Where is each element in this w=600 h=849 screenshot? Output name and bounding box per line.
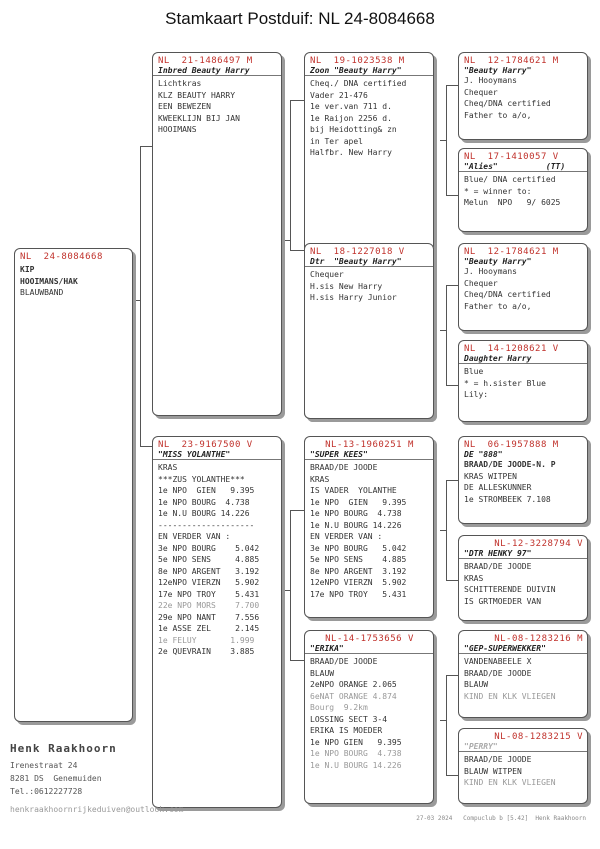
detail-line: Father to a/o, bbox=[464, 110, 532, 120]
pigeon-card-dam-sire bbox=[304, 436, 434, 618]
detail-line: Vader 21-476 bbox=[310, 90, 368, 100]
detail-line: 1e NPO BOURG 4.738 bbox=[310, 749, 402, 758]
detail-line: 17e NPO TROY 5.431 bbox=[158, 589, 260, 599]
detail-line: KIP bbox=[20, 265, 35, 274]
ring-number: NL-08-1283215 V bbox=[494, 732, 583, 742]
connector-line bbox=[290, 100, 304, 101]
detail-line: Chequer bbox=[464, 278, 498, 288]
detail-line: 22e NPO MORS 7.700 bbox=[158, 601, 260, 610]
connector-line bbox=[446, 675, 458, 676]
connector-line bbox=[446, 775, 458, 776]
detail-line: 1e Raijon 2256 d. bbox=[310, 113, 392, 123]
ring-number: NL 23-9167500 V bbox=[158, 440, 253, 450]
connector-line bbox=[140, 146, 152, 147]
owner-street: Irenestraat 24 bbox=[10, 761, 78, 770]
owner-phone: Tel.:0612227728 bbox=[10, 787, 83, 796]
pigeon-card-dds bbox=[458, 630, 588, 718]
detail-line: 1e STROMBEEK 7.108 bbox=[464, 494, 551, 504]
connector-line bbox=[440, 140, 446, 141]
detail-line: H.sis New Harry bbox=[310, 281, 383, 291]
ring-number: NL-14-1753656 V bbox=[325, 634, 414, 644]
detail-line: EN VERDER VAN : bbox=[158, 532, 231, 541]
detail-line: Lily: bbox=[464, 390, 489, 399]
ring-number: NL-12-3228794 V bbox=[494, 539, 583, 549]
pigeon-card-sdd bbox=[458, 340, 588, 422]
page-title: Stamkaart Postduif: NL 24-8084668 bbox=[165, 9, 435, 28]
detail-line: 5e NPO SENS 4.885 bbox=[158, 555, 260, 564]
detail-line: SCHITTERENDE DUIVIN bbox=[464, 585, 556, 594]
pigeon-name: "Beauty Harry" bbox=[464, 66, 532, 75]
detail-line: 12eNPO VIERZN 5.902 bbox=[158, 578, 260, 587]
detail-line: LOSSING SECT 3-4 bbox=[310, 714, 388, 724]
ring-number: NL 17-1410057 V bbox=[464, 152, 559, 162]
detail-line: BLAUW bbox=[464, 680, 489, 689]
connector-line bbox=[283, 590, 290, 591]
ring-number: NL-08-1283216 M bbox=[494, 634, 583, 644]
detail-line: 29e NPO NANT 7.556 bbox=[158, 612, 260, 622]
ring-number: NL-13-1960251 M bbox=[325, 440, 414, 450]
detail-line: HOOIMANS bbox=[158, 125, 197, 134]
detail-line: KWEEKLIJN BIJ JAN bbox=[158, 113, 240, 123]
pigeon-name: Dtr "Beauty Harry" bbox=[310, 257, 402, 266]
ring-number: NL 12-1784621 M bbox=[464, 56, 559, 66]
ring-number: NL 18-1227018 V bbox=[310, 247, 405, 257]
detail-line: KRAS bbox=[310, 474, 330, 484]
ring-number: NL 06-1957888 M bbox=[464, 440, 559, 450]
detail-line: Cheq./ DNA certified bbox=[310, 79, 407, 88]
pigeon-card-sds bbox=[458, 243, 588, 331]
connector-line bbox=[446, 285, 447, 385]
detail-line: 1e NPO GIEN 9.395 bbox=[158, 486, 255, 495]
detail-line: BRAAD/DE JOODE bbox=[464, 755, 532, 764]
detail-line: 1e NPO GIEN 9.395 bbox=[310, 737, 402, 747]
ring-number: NL 21-1486497 M bbox=[158, 56, 253, 66]
detail-line: Halfbr. New Harry bbox=[310, 148, 392, 157]
connector-line bbox=[446, 480, 458, 481]
detail-line: 1e FELUY 1.999 bbox=[158, 635, 255, 645]
pigeon-name: "ERIKA" bbox=[310, 644, 344, 653]
detail-line: * = h.sister Blue bbox=[464, 378, 546, 388]
detail-line: Blue bbox=[464, 367, 484, 376]
detail-line: EEN BEWEZEN bbox=[158, 102, 211, 111]
detail-line: 17e NPO TROY 5.431 bbox=[310, 589, 407, 599]
connector-line bbox=[446, 480, 447, 580]
pigeon-card-dam bbox=[152, 436, 282, 808]
detail-line: 3e NPO BOURG 5.042 bbox=[158, 543, 260, 553]
pigeon-card-dsd bbox=[458, 535, 588, 621]
detail-line: Chequer bbox=[464, 87, 498, 97]
pigeon-name: "Alies" (TT) bbox=[464, 162, 566, 171]
ring-number: NL 14-1208621 V bbox=[464, 344, 559, 354]
connector-line bbox=[440, 720, 446, 721]
detail-line: 1e N.U BOURG 14.226 bbox=[310, 520, 402, 530]
detail-line: KIND EN KLK VLIEGEN bbox=[464, 778, 556, 787]
pigeon-name: Zoon "Beauty Harry" bbox=[310, 66, 402, 75]
pigeon-name: "Beauty Harry" bbox=[464, 257, 532, 266]
detail-line: KRAS bbox=[464, 573, 484, 583]
detail-line: BRAAD/DE JOODE bbox=[310, 657, 378, 666]
pigeon-name: "GEP-SUPERWEKKER" bbox=[464, 644, 546, 653]
detail-line: 2e QUEVRAIN 3.885 bbox=[158, 647, 255, 656]
detail-line: 1e ASSE ZEL 2.145 bbox=[158, 624, 260, 633]
detail-line: in Ter apel bbox=[310, 136, 363, 146]
detail-line: 6eNAT ORANGE 4.874 bbox=[310, 691, 397, 701]
connector-line bbox=[290, 510, 291, 660]
connector-line bbox=[290, 660, 304, 661]
detail-line: Cheq/DNA certified bbox=[464, 99, 551, 108]
detail-line: Blue/ DNA certified bbox=[464, 175, 556, 184]
owner-email: henkraakhoornrijkeduiven@outlook.com bbox=[10, 805, 184, 814]
connector-line bbox=[446, 85, 458, 86]
detail-line: * = winner to: bbox=[464, 186, 532, 196]
detail-line: J. Hooymans bbox=[464, 76, 517, 85]
detail-line: BLAUW WITPEN bbox=[464, 766, 522, 776]
detail-line: BLAUW bbox=[310, 668, 335, 678]
detail-line: IS VADER YOLANTHE bbox=[310, 486, 397, 495]
owner-city: 8281 DS Genemuiden bbox=[10, 774, 102, 783]
pigeon-card-ddd bbox=[458, 728, 588, 804]
print-stamp: 27-03 2024 Compuclub b [5.42] Henk Raakhoorn bbox=[416, 815, 586, 822]
pigeon-name: "PERRY" bbox=[464, 742, 498, 751]
detail-line: -------------------- bbox=[158, 520, 255, 530]
detail-line: Chequer bbox=[310, 270, 344, 279]
detail-line: IS GRTMOEDER VAN bbox=[464, 596, 542, 606]
connector-line bbox=[290, 100, 291, 250]
ring-number: NL 19-1023538 M bbox=[310, 56, 405, 66]
connector-line bbox=[446, 675, 447, 775]
detail-line: Bourg 9.2km bbox=[310, 703, 368, 712]
detail-line: ***ZUS YOLANTHE*** bbox=[158, 474, 245, 484]
detail-line: BRAAD/DE JOODE bbox=[310, 463, 378, 472]
detail-line: 8e NPO ARGENT 3.192 bbox=[158, 566, 260, 576]
connector-line bbox=[446, 385, 458, 386]
pigeon-name: DE "888" bbox=[464, 450, 503, 459]
detail-line: Father to a/o, bbox=[464, 301, 532, 311]
detail-line: 2eNPO ORANGE 2.065 bbox=[310, 680, 397, 689]
connector-line bbox=[283, 240, 290, 241]
detail-line: 1e NPO BOURG 4.738 bbox=[158, 497, 250, 507]
connector-line bbox=[132, 300, 140, 301]
detail-line: KRAS bbox=[158, 463, 178, 472]
detail-line: ERIKA IS MOEDER bbox=[310, 726, 383, 735]
connector-line bbox=[440, 530, 446, 531]
pigeon-name: "SUPER KEES" bbox=[310, 450, 368, 459]
pigeon-name: Inbred Beauty Harry bbox=[158, 66, 250, 75]
ring-number: NL 24-8084668 bbox=[20, 252, 103, 262]
detail-line: DE ALLESKUNNER bbox=[464, 483, 532, 492]
detail-line: KLZ BEAUTY HARRY bbox=[158, 90, 236, 100]
detail-line: BLAUWBAND bbox=[20, 288, 64, 297]
connector-line bbox=[290, 250, 304, 251]
detail-line: 12eNPO VIERZN 5.902 bbox=[310, 578, 407, 587]
owner-name: Henk Raakhoorn bbox=[10, 742, 117, 755]
connector-line bbox=[140, 146, 141, 446]
connector-line bbox=[446, 580, 458, 581]
detail-line: J. Hooymans bbox=[464, 267, 517, 276]
pigeon-card-dam-dam bbox=[304, 630, 434, 804]
connector-line bbox=[290, 510, 304, 511]
pigeon-name: Daughter Harry bbox=[464, 354, 532, 363]
detail-line: 5e NPO SENS 4.885 bbox=[310, 555, 407, 564]
detail-line: 1e N.U BOURG 14.226 bbox=[310, 760, 402, 770]
detail-line: KIND EN KLK VLIEGEN bbox=[464, 691, 556, 701]
detail-line: Cheq/DNA certified bbox=[464, 290, 551, 299]
pigeon-name: "MISS YOLANTHE" bbox=[158, 450, 231, 459]
pigeon-card-ssd bbox=[458, 148, 588, 232]
detail-line: BRAAD/DE JOODE bbox=[464, 668, 532, 678]
detail-line: Lichtkras bbox=[158, 79, 202, 88]
detail-line: BRAAD/DE JOODE bbox=[464, 562, 532, 571]
detail-line: HOOIMANS/HAK bbox=[20, 276, 78, 286]
detail-line: 1e N.U BOURG 14.226 bbox=[158, 509, 250, 518]
detail-line: Melun NPO 9/ 6025 bbox=[464, 198, 561, 207]
connector-line bbox=[446, 85, 447, 195]
detail-line: 1e NPO BOURG 4.738 bbox=[310, 509, 402, 518]
pigeon-card-sss bbox=[458, 52, 588, 140]
detail-line: 8e NPO ARGENT 3.192 bbox=[310, 566, 407, 576]
pigeon-card-dss bbox=[458, 436, 588, 524]
ring-number: NL 12-1784621 M bbox=[464, 247, 559, 257]
connector-line bbox=[140, 446, 152, 447]
pigeon-card-subject bbox=[14, 248, 133, 722]
detail-line: 1e NPO GIEN 9.395 bbox=[310, 497, 407, 507]
detail-line: H.sis Harry Junior bbox=[310, 293, 397, 302]
connector-line bbox=[440, 330, 446, 331]
pigeon-card-sire-dam bbox=[304, 243, 434, 419]
pigeon-card-sire bbox=[152, 52, 282, 416]
detail-line: VANDENABEELE X bbox=[464, 657, 532, 666]
detail-line: 3e NPO BOURG 5.042 bbox=[310, 543, 407, 553]
detail-line: BRAAD/DE JOODE-N. P bbox=[464, 460, 556, 469]
detail-line: bij Heidotting& zn bbox=[310, 125, 397, 134]
pigeon-name: "DTR HENKY 97" bbox=[464, 549, 532, 558]
detail-line: KRAS WITPEN bbox=[464, 471, 517, 481]
connector-line bbox=[446, 195, 458, 196]
detail-line: EN VERDER VAN : bbox=[310, 532, 383, 541]
detail-line: 1e ver.van 711 d. bbox=[310, 102, 392, 111]
connector-line bbox=[446, 285, 458, 286]
